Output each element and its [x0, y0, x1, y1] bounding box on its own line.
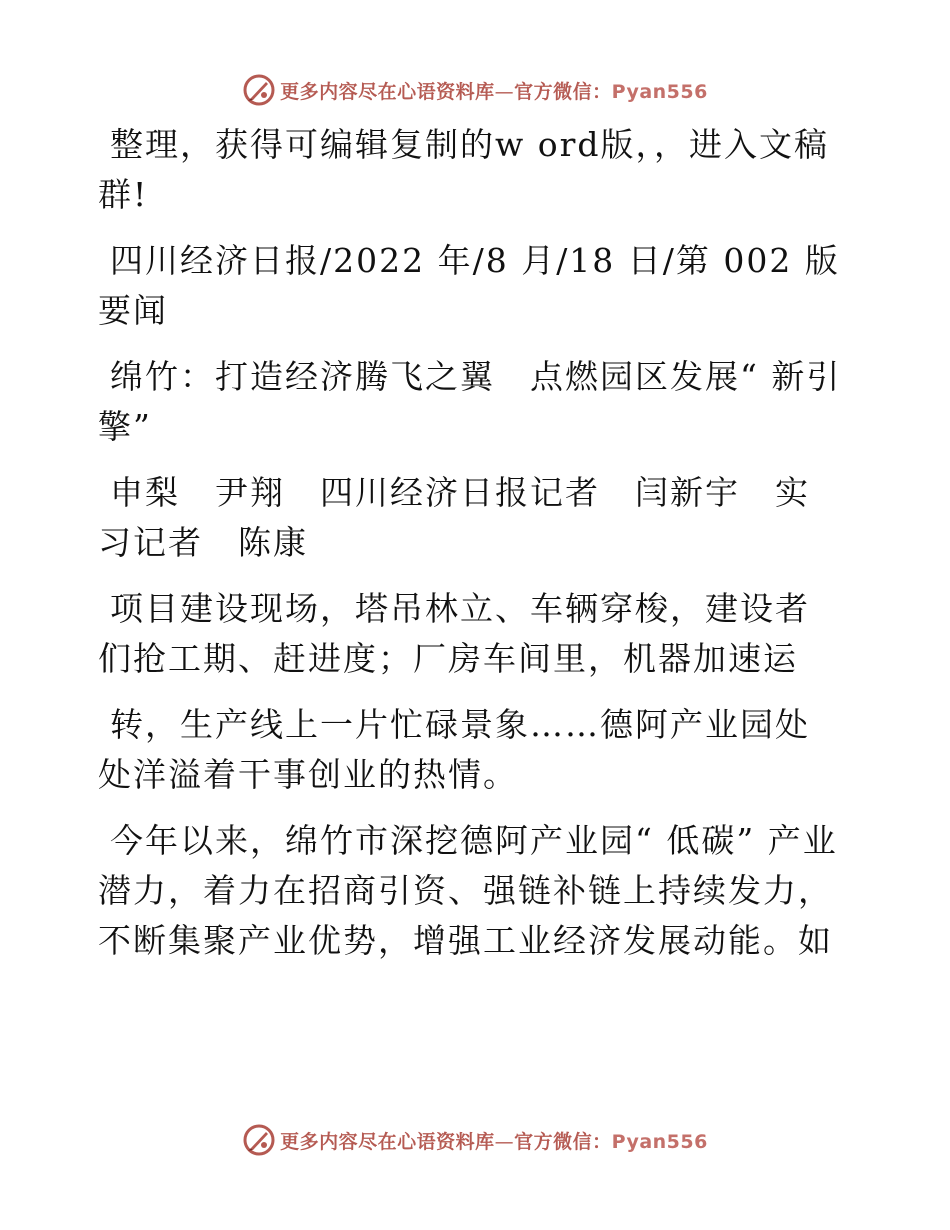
banner-wechat-label: 官方微信：: [514, 1130, 612, 1153]
quill-seal-icon: [242, 1123, 276, 1157]
banner-main-text: 更多内容尽在心语资料库: [280, 1130, 495, 1153]
paragraph-headline: 绵竹：打造经济腾飞之翼 点燃园区发展“ 新引擎”: [98, 357, 842, 446]
paragraph-byline: 申梨 尹翔 四川经济日报记者 闫新宇 实习记者 陈康: [98, 473, 810, 562]
paragraph-intro: 整理，获得可编辑复制的w ord版，，进入文稿群!: [98, 125, 830, 214]
banner-wechat-id: Pyan556: [611, 80, 708, 103]
footer-banner: [0, 1120, 950, 1160]
banner-text: [280, 1127, 708, 1154]
banner-separator: —: [494, 80, 515, 103]
paragraph-body: 项目建设现场，塔吊林立、车辆穿梭，建设者们抢工期、赶进度；厂房车间里，机器加速运: [98, 589, 810, 678]
banner-text: [280, 77, 708, 104]
header-banner: [0, 70, 950, 110]
banner-wechat-label: 官方微信：: [514, 80, 612, 103]
banner-wechat-id: Pyan556: [611, 1130, 708, 1153]
banner-main-text: 更多内容尽在心语资料库: [280, 80, 495, 103]
paragraph-body: 转，生产线上一片忙碌景象……德阿产业园处处洋溢着干事创业的热情。: [98, 705, 810, 794]
document-body: [98, 120, 843, 966]
paragraph-source: 四川经济日报/2022 年/8 月/18 日/第 002 版要闻: [98, 241, 840, 330]
banner-separator: —: [494, 1130, 515, 1153]
quill-seal-icon: [242, 73, 276, 107]
paragraph-body: 今年以来，绵竹市深挖德阿产业园“ 低碳” 产业潜力，着力在招商引资、强链补链上持续发力，不断集聚产业优势，增强工业经济发展动能。如: [98, 821, 838, 960]
